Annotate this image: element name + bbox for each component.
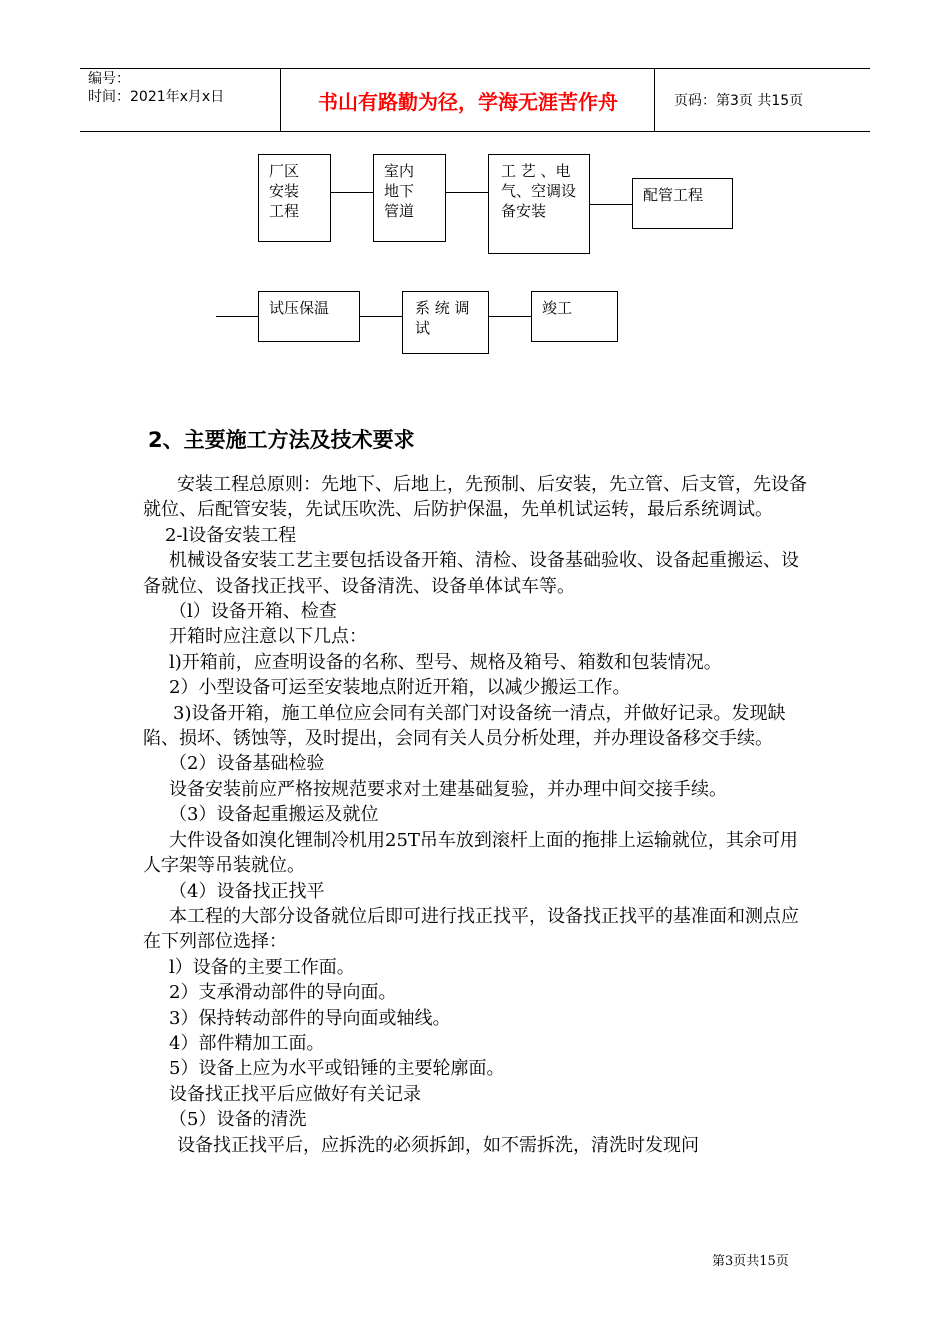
paragraph: 2）支承滑动部件的导向面。 [169,982,397,1004]
paragraph: （2）设备基础检验 [169,753,325,775]
paragraph: 设备找正找平后应做好有关记录 [169,1083,421,1105]
paragraph: （3）设备起重搬运及就位 [169,804,379,826]
page-info-text: 页码：第3页 共15页 [674,93,804,109]
date-label: 时间：2021年x月x日 [88,89,225,105]
header-divider [280,69,281,131]
paragraph: 大件设备如溴化锂制冷机用25T吊车放到滚杆上面的拖排上运输就位，其余可用人字架等吊装就位。 [143,829,798,877]
flow-box-equipment-install [488,154,590,254]
page-header [80,68,870,132]
flow-connector [590,204,632,205]
flow-box-piping [632,178,733,229]
paragraph: （4）设备找正找平 [169,880,325,902]
paragraph: 2-l设备安装工程 [165,524,297,546]
header-motto: 书山有路勤为径，学海无涯苦作舟 [318,89,618,114]
paragraph: 设备找正找平后，应拆洗的必须拆卸，如不需拆洗，清洗时发现问 [177,1134,699,1156]
paragraph: 2）小型设备可运至安装地点附近开箱，以减少搬运工作。 [169,677,631,699]
flow-box-label: 竣工 [542,299,573,317]
flow-box-label: 室内 地下 管道 [384,162,415,220]
flow-box-label: 厂区 安装 工程 [269,162,300,220]
flow-box-completion [531,291,618,342]
flow-connector [331,192,373,193]
paragraph: 本工程的大部分设备就位后即可进行找正找平，设备找正找平的基准面和测点应在下列部位选择： [143,905,799,953]
paragraph: 安装工程总原则：先地下、后地上，先预制、后安装，先立管、后支管，先设备就位、后配管安装，先试压吹洗、后防护保温，先单机试运转，最后系统调试。 [143,474,807,521]
flow-box-pressure-test [258,291,360,342]
paragraph: 4）部件精加工面。 [169,1032,325,1054]
page-footer: 第3页共15页 [712,1254,789,1269]
paragraph: （5）设备的清洗 [169,1109,307,1131]
paragraph: l）设备的主要工作面。 [169,956,355,978]
flow-box-label: 工 艺 、电 气、空调设 备安装 [501,162,577,220]
paragraph: 设备安装前应严格按规范要求对土建基础复验，并办理中间交接手续。 [169,778,727,800]
flow-box-plant-install [258,154,331,242]
flow-box-label: 系 统 调 试 [415,299,470,337]
paragraph: 机械设备安装工艺主要包括设备开箱、清检、设备基础验收、设备起重搬运、设备就位、设备找正找平、设备清洗、设备单体试车等。 [143,550,799,597]
paragraph: 3）保持转动部件的导向面或轴线。 [169,1007,451,1029]
section-title: 2、主要施工方法及技术要求 [148,428,415,452]
flow-connector [446,192,488,193]
paragraph: 5）设备上应为水平或铅锤的主要轮廓面。 [169,1058,505,1080]
flow-connector [360,316,402,317]
body-text [143,472,811,1158]
header-meta [80,69,280,131]
header-divider [654,69,655,131]
number-label: 编号： [88,71,130,87]
flow-box-indoor-pipe [373,154,446,242]
flow-box-label: 试压保温 [269,299,330,317]
flow-connector [216,316,258,317]
paragraph: 3)设备开箱，施工单位应会同有关部门对设备统一清点，并做好记录。发现缺陷、损坏、锈蚀等，及时提出，会同有关人员分析处理，并办理设备移交手续。 [143,702,786,750]
paragraph: l)开箱前，应查明设备的名称、型号、规格及箱号、箱数和包装情况。 [169,651,722,673]
flow-box-label: 配管工程 [643,186,704,204]
paragraph: 开箱时应注意以下几点： [169,626,367,648]
flow-connector [489,316,531,317]
header-page-info [664,69,870,131]
paragraph: （l）设备开箱、检查 [169,601,337,623]
flow-box-system-debug [402,291,489,354]
